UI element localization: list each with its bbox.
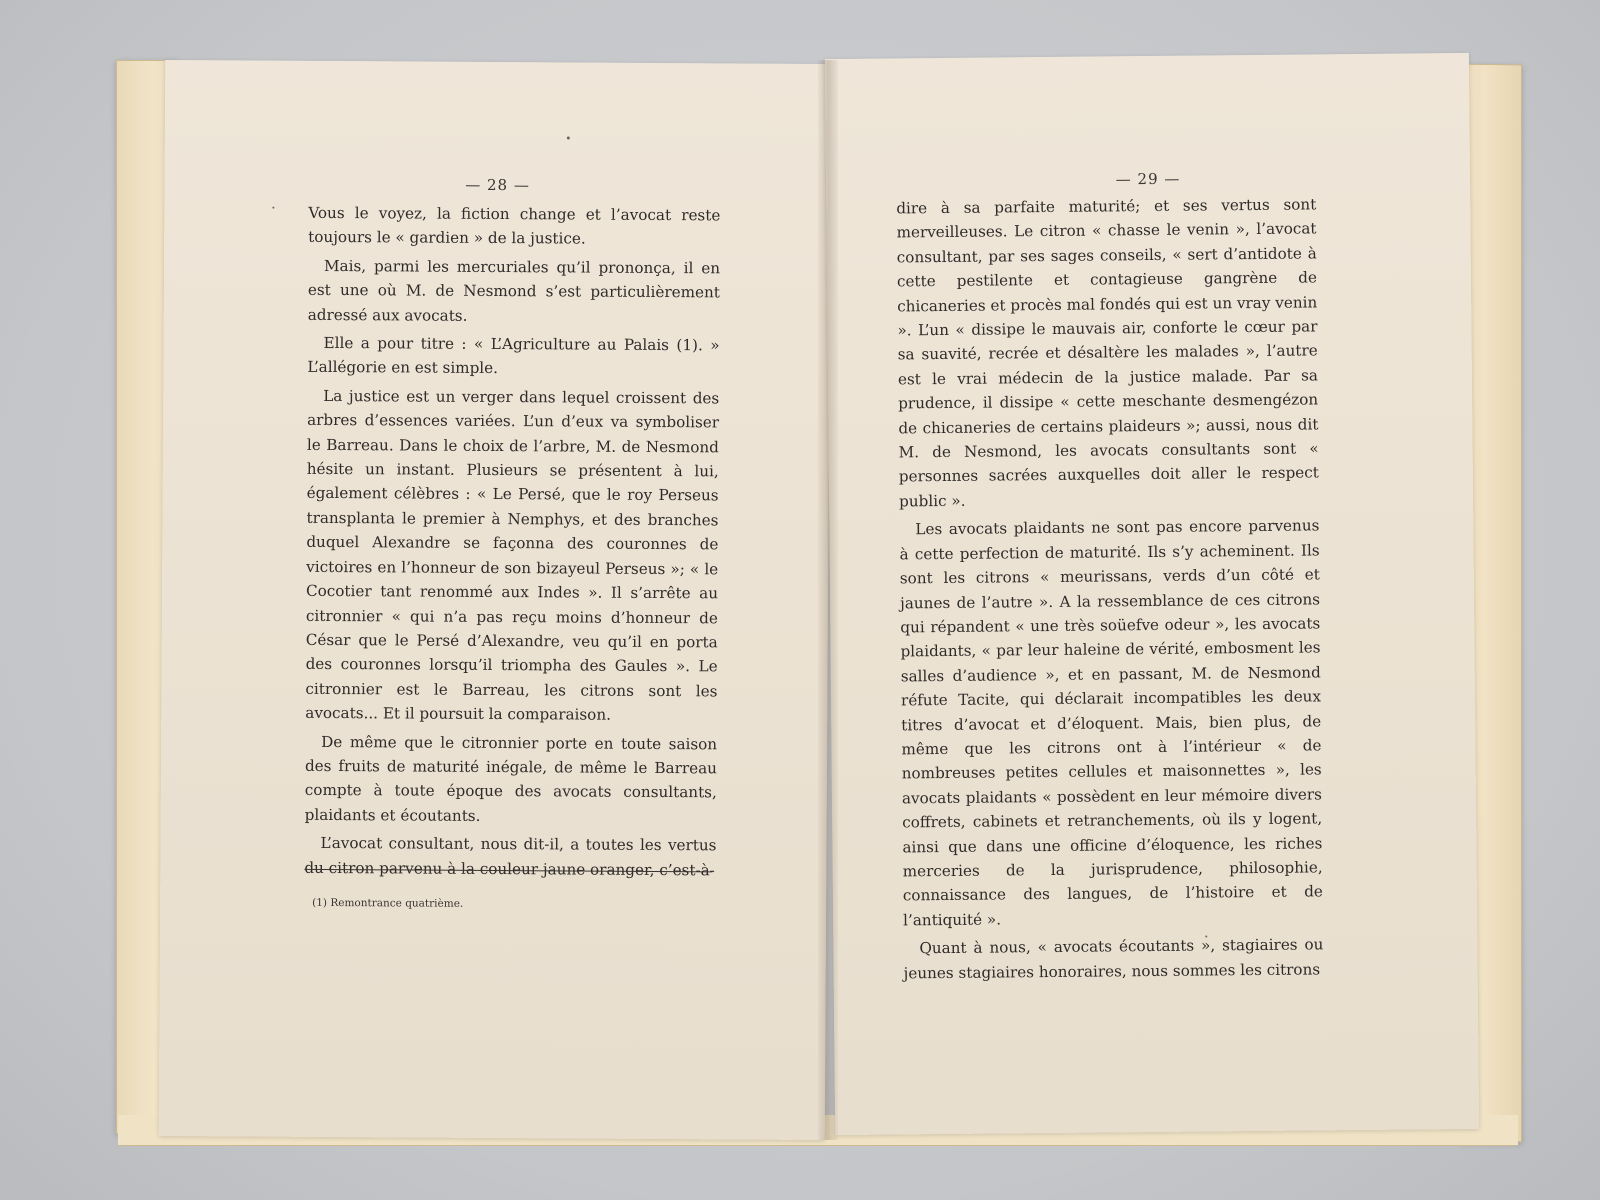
- footnote: (1) Remontrance quatrième.: [312, 896, 464, 910]
- right-page-body: [896, 192, 1324, 989]
- paragraph: Mais, parmi les mercuriales qu’il prononça, il en est une où M. de Nesmond s’est particulièrement adressé aux avocats.: [307, 256, 721, 325]
- paragraph: Elle a pour titre : « L’Agriculture au Palais (1). » L’allégorie en est simple.: [307, 333, 720, 378]
- paragraph: Les avocats plaidants ne sont pas encore parvenus à cette perfection de maturité. Ils s’y acheminent. Ils sont les citrons « meurissans, verds d’un côté et jaunes de l’autre ». A la ressemblance de ces citrons qui répandent « une très soüefve odeur », les avocats plaidants, « par leur haleine de vérité, embosment les salles d’audience », et en passant, M. de Nesmond réfute Tacite, qui déclarait incompatibles les deux titres d’avocat et d’éloquent. Mais, bien plus, de même que les citrons ont à l’intérieur « de nombreuses petites cellules et maisonnettes », les avocats plaidants « possèdent en leur mémoire divers coffrets, cabinets et retranchements, où ils y logent, ainsi que dans une officine d’éloquence, les riches merceries de la jurisprudence, philosophie, connaissance des langues, de l’histoire et de l’antiquité ».: [899, 516, 1323, 930]
- left-page: [159, 60, 832, 1140]
- paragraph: Quant à nous, « avocats écoutants », stagiaires ou jeunes stagiaires honoraires, nous sommes les citrons: [903, 935, 1324, 982]
- paragraph: De même que le citronnier porte en toute saison des fruits de maturité inégale, de même le Barreau compte à toute époque des avocats consultants, plaidants et écoutants.: [304, 732, 718, 825]
- left-page-number: — 28 —: [465, 175, 530, 195]
- left-page-body: [304, 201, 720, 886]
- page-speck: [567, 136, 570, 139]
- right-page: [825, 53, 1479, 1135]
- paragraph: L’avocat consultant, nous dit-il, a toutes les vertus du citron parvenu à la couleur jaune oranger, c’est-à-: [304, 834, 717, 879]
- book-gutter: [818, 60, 838, 1140]
- paragraph: La justice est un verger dans lequel croissent des arbres d’essences variées. L’un d’eux va symboliser le Barreau. Dans le choix de l’arbre, M. de Nesmond hésite un instant. Plusieurs se présentent à lui, également célèbres : « Le Persé, que le roy Perseus transplanta le premier à Nemphys, et des branches duquel Alexandre se façonna des couronnes de victoires en l’honneur de son bizayeul Perseus »; « le Cocotier tant renommé aux Indes ». Il s’arrête au citronnier « qui n’a pas reçu moins d’honneur de César que le Persé d’Alexandre, veu qu’il en porta des couronnes lorsqu’il triompha des Gaules ». Le citronnier est le Barreau, les citrons sont les avocats... Et il poursuit la comparaison.: [305, 386, 720, 724]
- paragraph-continued: dire à sa parfaite maturité; et ses vertus sont merveilleuses. Le citron « chasse le venin », l’avocat consultant, par ses sages conseils, « sert d’antidote à cette pestilente et contagieuse gangrène de chicaneries et procès mal fondés qui est un vray venin ». L’un « dissipe le mauvais air, conforte le cœur par sa suavité, recrée et désaltère les malades », l’autre est le vrai médecin de la justice malade. Par sa prudence, il dissipe « cette meschante desmengézon de chicaneries de certains plaideurs »; aussi, nous dit M. de Nesmond, les avocats consultants sont « personnes sacrées auxquelles doit aller le respect public ».: [896, 195, 1319, 511]
- page-speck: [272, 207, 274, 209]
- paragraph: Vous le voyez, la fiction change et l’avocat reste toujours le « gardien » de la justice.: [308, 203, 721, 248]
- right-page-number: — 29 —: [1115, 169, 1181, 189]
